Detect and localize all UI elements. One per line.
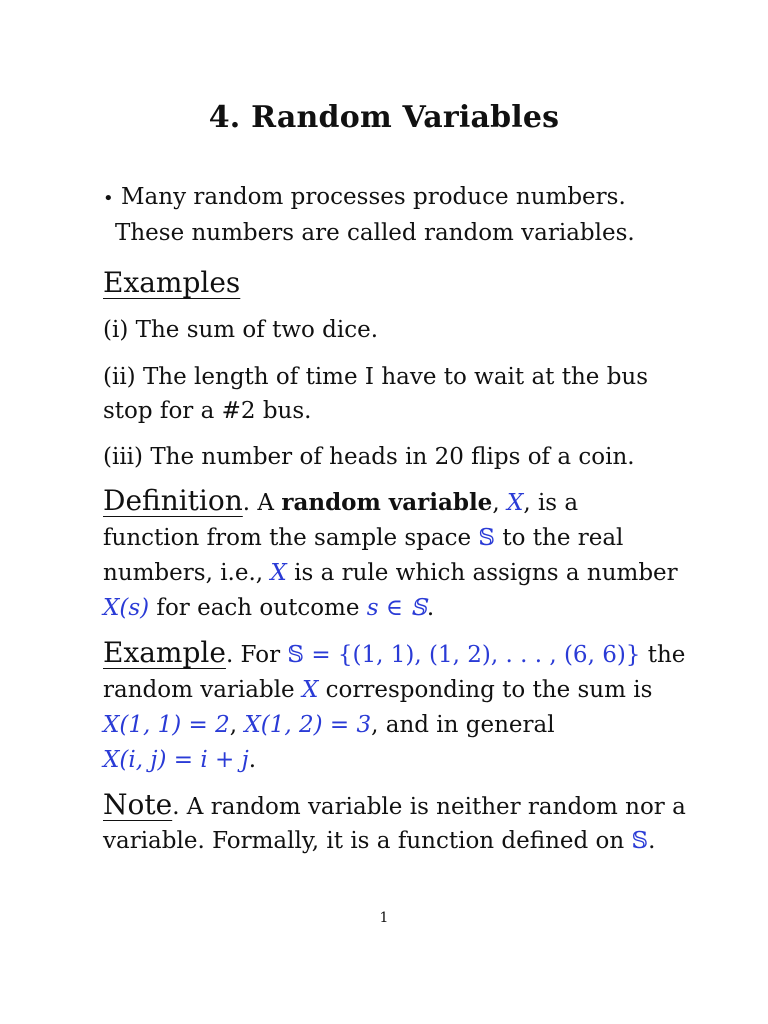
example-item-1: (i) The sum of two dice. <box>103 317 379 343</box>
example-item-2-line-1: (ii) The length of time I have to wait at the bus <box>103 364 649 390</box>
example-line-1: Example. For 𝕊 = {(1, 1), (1, 2), . . . , (6, 6)} the <box>103 636 686 669</box>
definition-line-3: numbers, i.e., X is a rule which assigns a number <box>103 560 678 586</box>
page-title: 4. Random Variables <box>208 100 560 135</box>
bullet-icon: • <box>103 188 114 209</box>
examples-heading: Examples <box>103 266 241 299</box>
example-line-3: X(1, 1) = 2, X(1, 2) = 3, and in general <box>103 712 555 738</box>
definition-term: random variable <box>281 489 493 516</box>
intro-line-2: These numbers are called random variables. <box>115 220 635 246</box>
example-heading: Example <box>103 636 226 669</box>
page-number: 1 <box>379 910 389 926</box>
example-item-3: (iii) The number of heads in 20 flips of a coin. <box>103 444 635 470</box>
example-line-4: X(i, j) = i + j. <box>103 747 257 773</box>
note-line-2: variable. Formally, it is a function defined on 𝕊. <box>103 828 656 854</box>
intro-line-1: • Many random processes produce numbers. <box>103 182 626 214</box>
example-item-2-line-2: stop for a #2 bus. <box>103 398 312 424</box>
note-heading: Note <box>103 788 173 821</box>
definition-line-4: X(s) for each outcome s ∈ 𝕊. <box>103 595 435 621</box>
definition-line-1: Definition. A random variable, X, is a <box>103 484 579 517</box>
example-line-2: random variable X corresponding to the sum is <box>103 677 653 703</box>
note-line-1: Note. A random variable is neither random nor a <box>103 788 686 821</box>
definition-line-2: function from the sample space 𝕊 to the real <box>103 525 624 551</box>
definition-heading: Definition <box>103 484 243 517</box>
